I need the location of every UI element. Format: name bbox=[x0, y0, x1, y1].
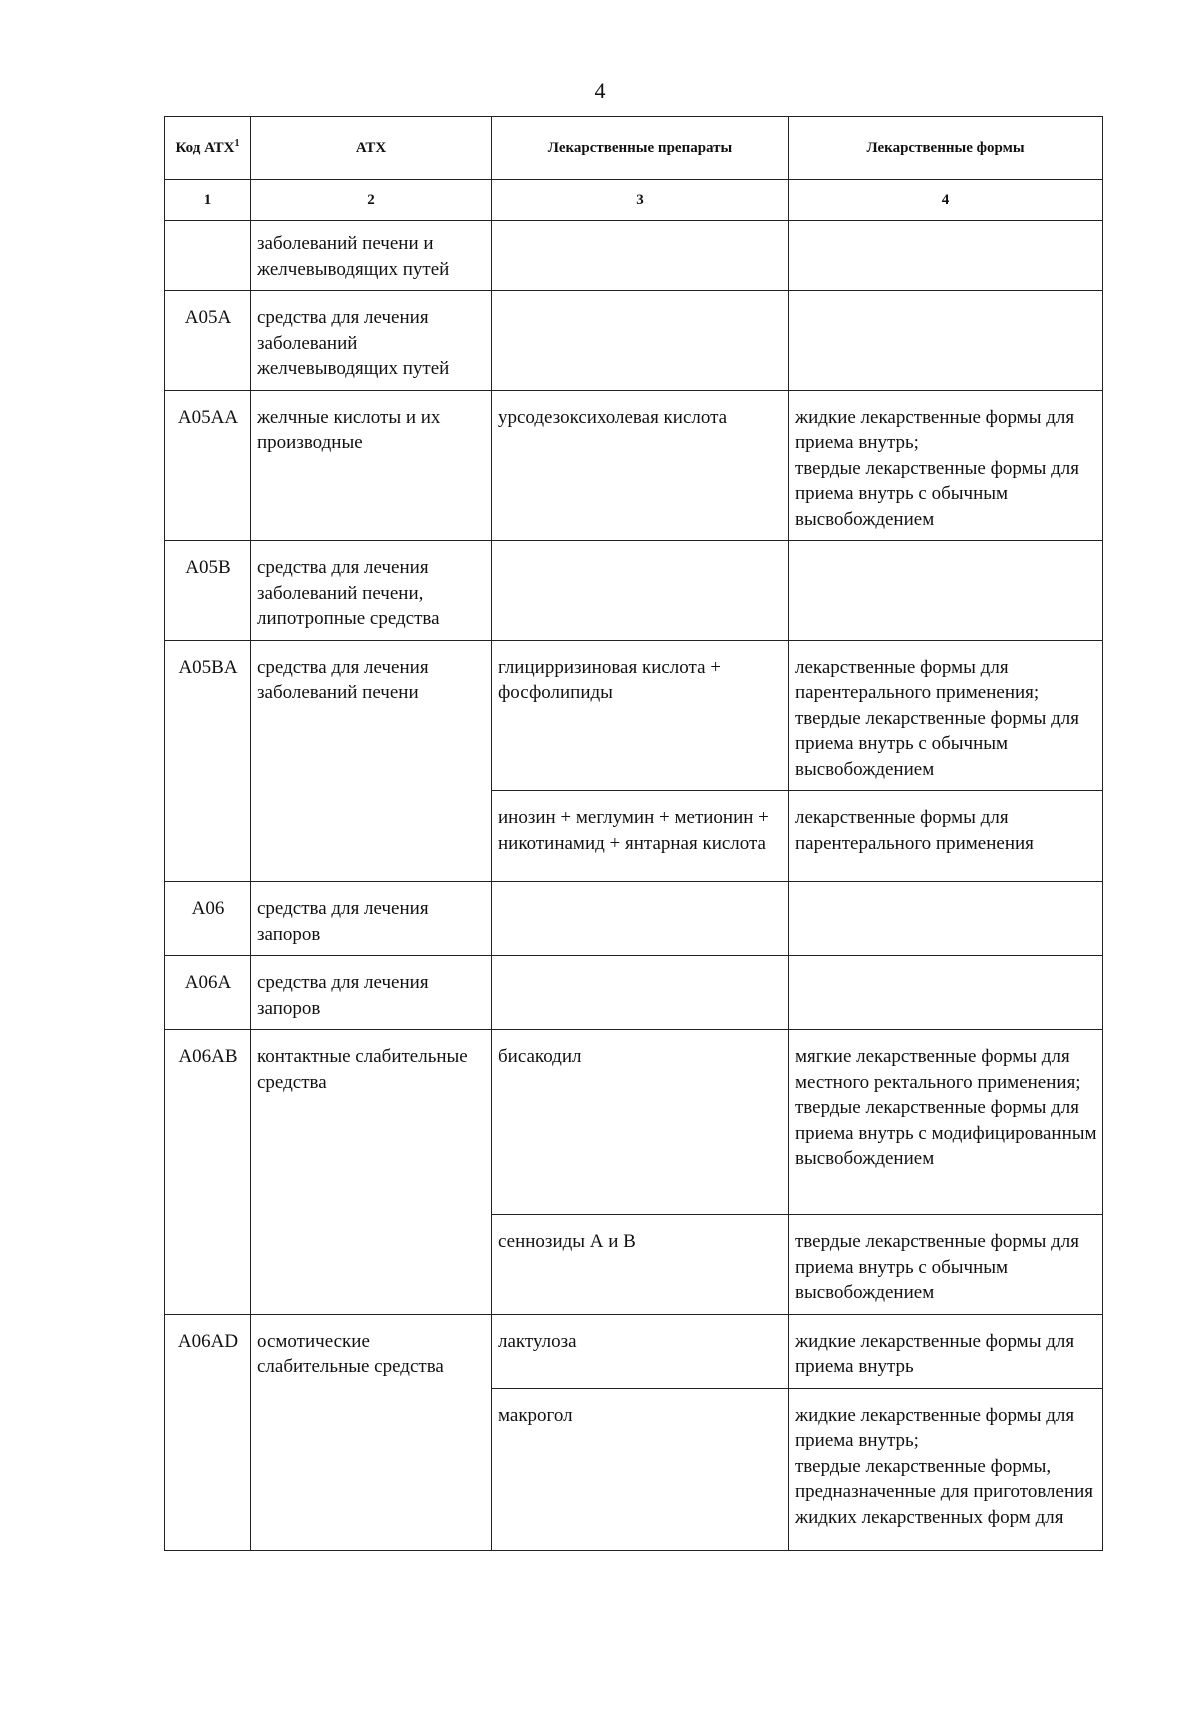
dosage-forms: лекарственные формы для парентерального применения; твердые лекарственные формы для приема внутрь с обычным высвобождением bbox=[789, 640, 1103, 791]
atc-code: A06 bbox=[165, 882, 251, 956]
atc-code: A06A bbox=[165, 956, 251, 1030]
atc-code: A05AA bbox=[165, 390, 251, 541]
header-atc: АТХ bbox=[251, 117, 492, 180]
table-row bbox=[165, 291, 1103, 391]
dosage-forms bbox=[789, 956, 1103, 1030]
drug-name: инозин + меглумин + метионин + никотинамид + янтарная кислота bbox=[492, 791, 789, 882]
header-forms: Лекарственные формы bbox=[789, 117, 1103, 180]
atc-code: A05B bbox=[165, 541, 251, 641]
dosage-forms bbox=[789, 882, 1103, 956]
column-number-row bbox=[165, 180, 1103, 221]
atc-name: средства для лечения заболеваний печени bbox=[251, 640, 492, 882]
header-drugs: Лекарственные препараты bbox=[492, 117, 789, 180]
drug-name: лактулоза bbox=[492, 1314, 789, 1388]
atc-name: средства для лечения заболеваний желчевыводящих путей bbox=[251, 291, 492, 391]
atc-name: контактные слабительные средства bbox=[251, 1030, 492, 1315]
drug-name bbox=[492, 541, 789, 641]
column-number: 3 bbox=[492, 180, 789, 221]
atc-name: средства для лечения запоров bbox=[251, 882, 492, 956]
atc-name: осмотические слабительные средства bbox=[251, 1314, 492, 1550]
table-row bbox=[165, 640, 1103, 791]
footnote-marker: 1 bbox=[234, 137, 240, 149]
drug-name: сеннозиды А и В bbox=[492, 1215, 789, 1315]
drug-name: глицирризиновая кислота + фосфолипиды bbox=[492, 640, 789, 791]
dosage-forms: твердые лекарственные формы для приема внутрь с обычным высвобождением bbox=[789, 1215, 1103, 1315]
dosage-forms bbox=[789, 541, 1103, 641]
atc-code: A05BA bbox=[165, 640, 251, 882]
dosage-forms bbox=[789, 291, 1103, 391]
table-row bbox=[165, 1314, 1103, 1388]
atc-name: заболеваний печени и желчевыводящих путей bbox=[251, 221, 492, 291]
atc-code: A06AD bbox=[165, 1314, 251, 1550]
atc-name: средства для лечения заболеваний печени, липотропные средства bbox=[251, 541, 492, 641]
atc-code: A05A bbox=[165, 291, 251, 391]
table-row bbox=[165, 1030, 1103, 1215]
drug-name: макрогол bbox=[492, 1388, 789, 1550]
drug-name bbox=[492, 221, 789, 291]
page-number: 4 bbox=[594, 78, 606, 103]
drug-name: бисакодил bbox=[492, 1030, 789, 1215]
table-row bbox=[165, 541, 1103, 641]
atc-code: A06AB bbox=[165, 1030, 251, 1315]
atc-name: желчные кислоты и их производные bbox=[251, 390, 492, 541]
table-row bbox=[165, 882, 1103, 956]
column-number: 2 bbox=[251, 180, 492, 221]
dosage-forms bbox=[789, 221, 1103, 291]
dosage-forms: жидкие лекарственные формы для приема внутрь bbox=[789, 1314, 1103, 1388]
dosage-forms: жидкие лекарственные формы для приема внутрь; твердые лекарственные формы для приема внутрь с обычным высвобождением bbox=[789, 390, 1103, 541]
atc-code bbox=[165, 221, 251, 291]
header-code: Код АТХ$^1$ bbox=[165, 117, 251, 180]
atc-drug-table bbox=[164, 116, 1103, 1551]
atc-name: средства для лечения запоров bbox=[251, 956, 492, 1030]
table-row bbox=[165, 956, 1103, 1030]
drug-name bbox=[492, 291, 789, 391]
table-row bbox=[165, 390, 1103, 541]
column-number: 1 bbox=[165, 180, 251, 221]
drug-name bbox=[492, 882, 789, 956]
drug-name bbox=[492, 956, 789, 1030]
table-header-row bbox=[165, 117, 1103, 180]
column-number: 4 bbox=[789, 180, 1103, 221]
dosage-forms: лекарственные формы для парентерального применения bbox=[789, 791, 1103, 882]
dosage-forms: жидкие лекарственные формы для приема внутрь; твердые лекарственные формы, предназначенные для приготовления жидких лекарственных форм для bbox=[789, 1388, 1103, 1550]
dosage-forms: мягкие лекарственные формы для местного ректального применения; твердые лекарственные формы для приема внутрь с модифицированным высвобождением bbox=[789, 1030, 1103, 1215]
drug-name: урсодезоксихолевая кислота bbox=[492, 390, 789, 541]
table-row bbox=[165, 221, 1103, 291]
